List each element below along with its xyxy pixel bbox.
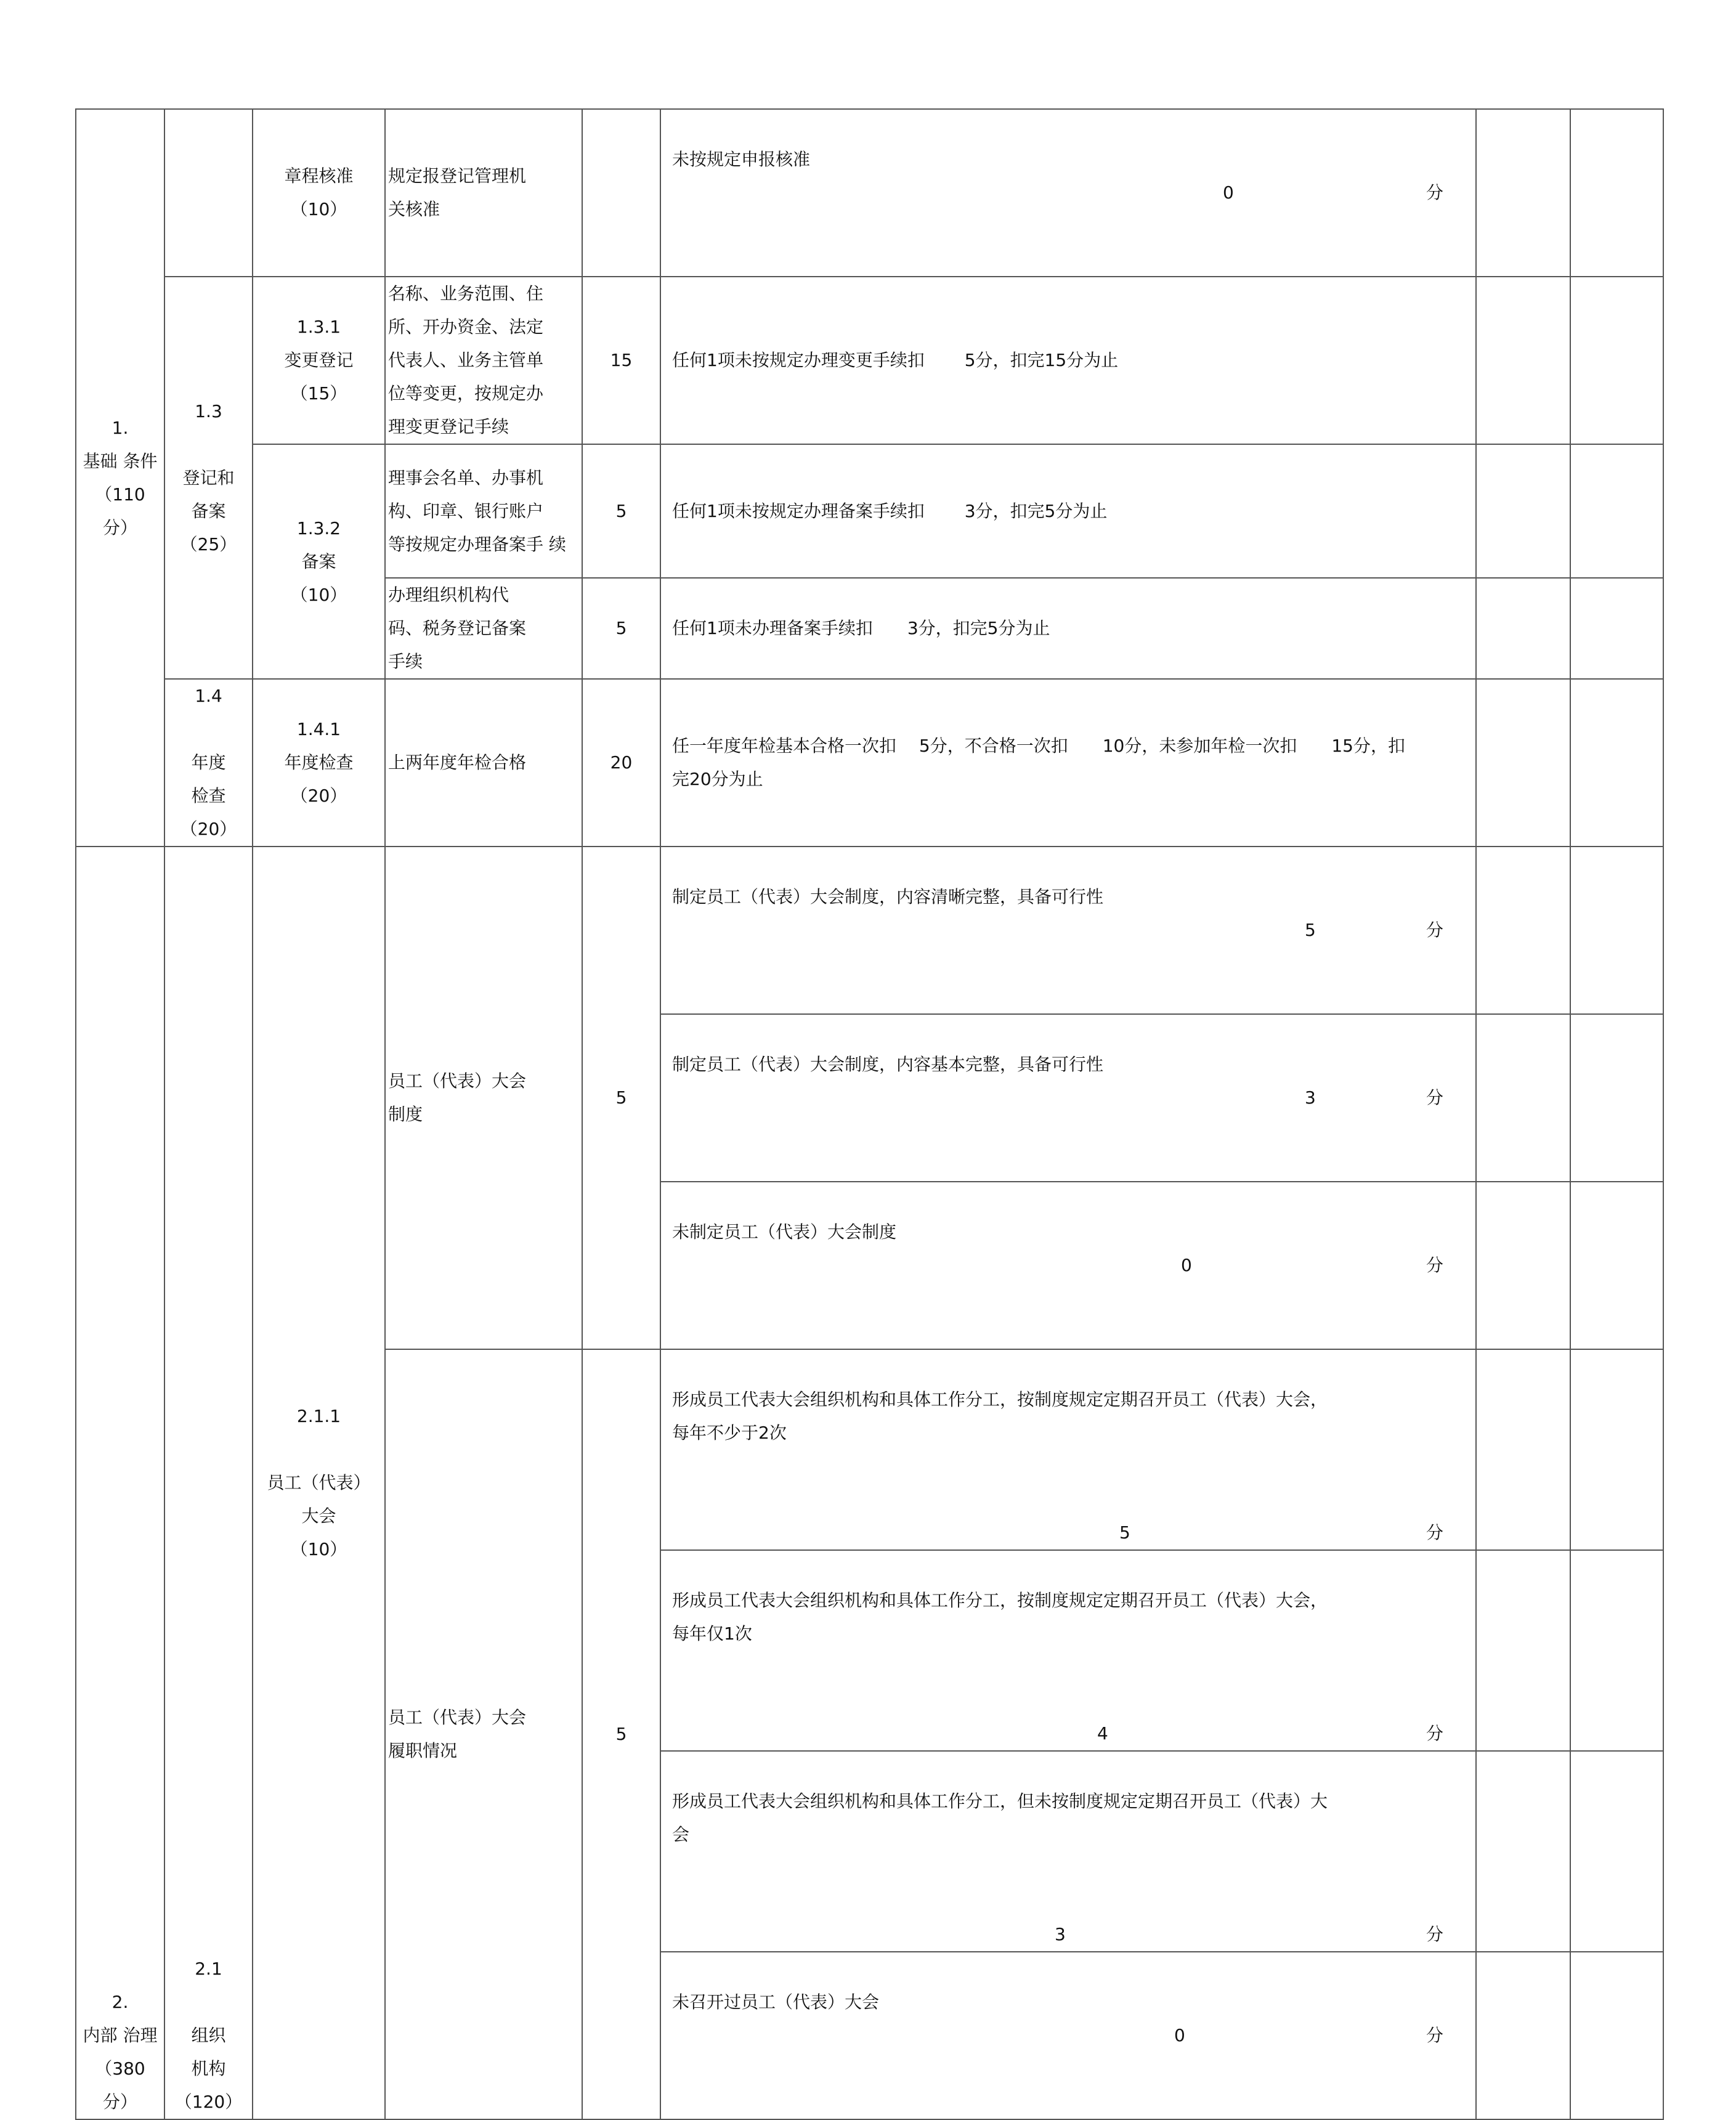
subcategory-organization: 2.1 组织 机构 （120）	[164, 847, 253, 2119]
review-score-cell[interactable]	[1570, 1952, 1663, 2119]
item-staff-congress: 2.1.1 员工（代表） 大会 （10）	[253, 847, 385, 2119]
category-basic-conditions: 1. 基础 条件 （110 分）	[76, 109, 164, 847]
criteria-cell: 任何1项未办理备案手续扣 3分，扣完5分为止	[660, 578, 1476, 679]
criteria-cell	[660, 847, 1476, 1014]
criteria-unit: 分	[1426, 182, 1443, 203]
self-score-cell[interactable]	[1476, 1349, 1570, 1550]
criteria-unit: 分	[1426, 2025, 1443, 2045]
table-row	[76, 679, 1663, 847]
subcategory-registration: 1.3 登记和 备案 （25）	[164, 277, 253, 679]
criteria-score: 3	[1055, 1924, 1066, 1944]
criteria-score: 5	[1305, 920, 1316, 940]
item-annual-inspection: 1.4.1 年度检查 （20）	[253, 679, 385, 847]
content-cell: 理事会名单、办事机 构、印章、银行账户 等按规定办理备案手 续	[385, 444, 582, 578]
points-cell: 20	[582, 679, 660, 847]
table-row	[76, 109, 1663, 277]
table-row	[76, 847, 1663, 1014]
criteria-cell: 任何1项未按规定办理备案手续扣 3分，扣完5分为止	[660, 444, 1476, 578]
criteria-score: 0	[1181, 1255, 1192, 1275]
self-score-cell[interactable]	[1476, 1751, 1570, 1952]
item-charter-approval: 章程核准 （10）	[253, 109, 385, 277]
criteria-score: 0	[1223, 182, 1234, 203]
criteria-unit: 分	[1426, 1723, 1443, 1744]
review-score-cell[interactable]	[1570, 1014, 1663, 1182]
criteria-unit: 分	[1426, 1522, 1443, 1543]
review-score-cell[interactable]	[1570, 1349, 1663, 1550]
criteria-text: 形成员工代表大会组织机构和具体工作分工，但未按制度规定定期召开员工（代表）大 会	[672, 1791, 1328, 1845]
points-cell: 5	[582, 1349, 660, 2119]
criteria-unit: 分	[1426, 1255, 1443, 1275]
review-score-cell[interactable]	[1570, 109, 1663, 277]
content-cell: 上两年度年检合格	[385, 679, 582, 847]
self-score-cell[interactable]	[1476, 1014, 1570, 1182]
criteria-cell	[660, 1014, 1476, 1182]
points-cell: 5	[582, 578, 660, 679]
criteria-score: 4	[1097, 1723, 1108, 1744]
self-score-cell[interactable]	[1476, 1550, 1570, 1751]
self-score-cell[interactable]	[1476, 444, 1570, 578]
criteria-text: 未按规定申报核准	[672, 149, 811, 169]
item-filing: 1.3.2 备案 （10）	[253, 444, 385, 679]
criteria-text: 制定员工（代表）大会制度，内容清晰完整，具备可行性	[672, 887, 1104, 907]
content-cell: 员工（代表）大会 制度	[385, 847, 582, 1349]
criteria-unit: 分	[1426, 1924, 1443, 1944]
criteria-cell	[660, 1751, 1476, 1952]
subcategory-annual-inspection: 1.4 年度 检查 （20）	[164, 679, 253, 847]
criteria-cell	[660, 1550, 1476, 1751]
criteria-unit: 分	[1426, 920, 1443, 940]
table-row	[76, 277, 1663, 444]
points-cell: 5	[582, 847, 660, 1349]
self-score-cell[interactable]	[1476, 847, 1570, 1014]
criteria-cell	[660, 1182, 1476, 1349]
content-cell: 规定报登记管理机 关核准	[385, 109, 582, 277]
criteria-text: 形成员工代表大会组织机构和具体工作分工，按制度规定定期召开员工（代表）大会， 每年不少于2次	[672, 1389, 1328, 1443]
criteria-text: 形成员工代表大会组织机构和具体工作分工，按制度规定定期召开员工（代表）大会， 每年仅1次	[672, 1590, 1328, 1644]
self-score-cell[interactable]	[1476, 578, 1570, 679]
points-cell: 5	[582, 444, 660, 578]
review-score-cell[interactable]	[1570, 1182, 1663, 1349]
content-cell: 办理组织机构代 码、税务登记备案 手续	[385, 578, 582, 679]
criteria-cell: 任何1项未按规定办理变更手续扣 5分，扣完15分为止	[660, 277, 1476, 444]
content-cell: 名称、业务范围、住 所、开办资金、法定 代表人、业务主管单 位等变更，按规定办 理变更登记手续	[385, 277, 582, 444]
criteria-score: 5	[1119, 1522, 1130, 1543]
self-score-cell[interactable]	[1476, 1182, 1570, 1349]
table-row	[76, 444, 1663, 578]
criteria-text: 未制定员工（代表）大会制度	[672, 1222, 897, 1242]
review-score-cell[interactable]	[1570, 679, 1663, 847]
review-score-cell[interactable]	[1570, 847, 1663, 1014]
self-score-cell[interactable]	[1476, 277, 1570, 444]
criteria-score: 3	[1305, 1087, 1316, 1108]
points-cell	[582, 109, 660, 277]
self-score-cell[interactable]	[1476, 109, 1570, 277]
criteria-cell	[660, 1952, 1476, 2119]
review-score-cell[interactable]	[1570, 1751, 1663, 1952]
criteria-cell	[660, 1349, 1476, 1550]
empty-cell	[164, 109, 253, 277]
criteria-unit: 分	[1426, 1087, 1443, 1108]
self-score-cell[interactable]	[1476, 679, 1570, 847]
content-cell: 员工（代表）大会 履职情况	[385, 1349, 582, 2119]
criteria-cell	[660, 109, 1476, 277]
points-cell: 15	[582, 277, 660, 444]
evaluation-table	[75, 108, 1664, 2120]
review-score-cell[interactable]	[1570, 1550, 1663, 1751]
criteria-text: 制定员工（代表）大会制度，内容基本完整，具备可行性	[672, 1054, 1104, 1074]
criteria-cell: 任一年度年检基本合格一次扣 5分，不合格一次扣 10分，未参加年检一次扣 15分，扣 完20分为止	[660, 679, 1476, 847]
self-score-cell[interactable]	[1476, 1952, 1570, 2119]
review-score-cell[interactable]	[1570, 277, 1663, 444]
review-score-cell[interactable]	[1570, 578, 1663, 679]
criteria-text: 未召开过员工（代表）大会	[672, 1992, 880, 2012]
criteria-score: 0	[1174, 2025, 1185, 2045]
item-change-registration: 1.3.1 变更登记 （15）	[253, 277, 385, 444]
category-internal-governance: 2. 内部 治理 （380 分）	[76, 847, 164, 2119]
review-score-cell[interactable]	[1570, 444, 1663, 578]
